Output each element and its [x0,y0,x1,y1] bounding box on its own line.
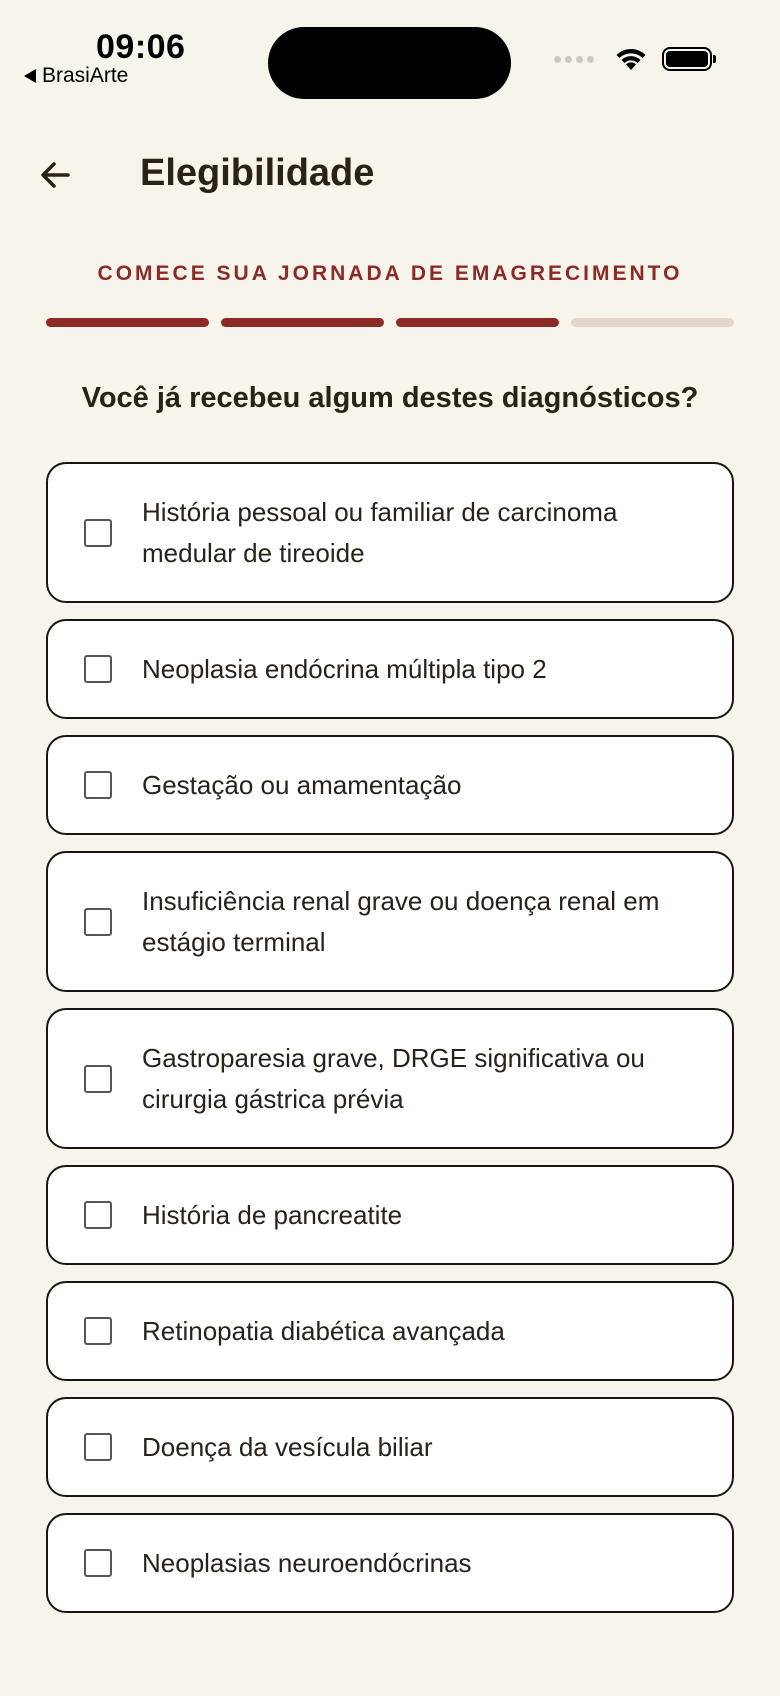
checkbox[interactable] [84,1549,112,1577]
back-to-app-link[interactable] [24,64,128,88]
back-triangle-icon [24,69,36,83]
option-label: Neoplasias neuroendócrinas [142,1547,472,1578]
checkbox[interactable] [84,1317,112,1345]
signal-dots-icon [554,56,594,63]
option-label: História pessoal ou familiar de carcinoma medular de tireoide [142,496,618,568]
option-label: Doença da vesícula biliar [142,1431,433,1462]
option-label: História de pancreatite [142,1199,403,1230]
checkbox[interactable] [84,1433,112,1461]
checkbox[interactable] [84,519,112,547]
option-label: Retinopatia diabética avançada [142,1315,505,1346]
arrow-left-icon[interactable] [36,155,76,195]
diagnosis-options-list [46,462,734,1629]
option-label: Gastroparesia grave, DRGE significativa ou cirurgia gástrica prévia [142,1042,645,1114]
checkbox[interactable] [84,1201,112,1229]
option-gastroparesia[interactable] [46,1008,734,1149]
progress-segment [396,318,559,327]
page-title: Elegibilidade [140,152,375,194]
question-heading: Você já recebeu algum destes diagnósticos? [81,382,699,414]
battery-icon [662,47,712,71]
option-gestacao[interactable] [46,735,734,835]
option-label: Gestação ou amamentação [142,769,462,800]
checkbox[interactable] [84,655,112,683]
checkbox[interactable] [84,908,112,936]
option-carcinoma-medular[interactable] [46,462,734,603]
status-time: 09:06 [96,28,186,66]
option-insuficiencia-renal[interactable] [46,851,734,992]
option-neoplasias-neuroendocrinas[interactable] [46,1513,734,1613]
checkbox[interactable] [84,1065,112,1093]
step-progress-bar [46,318,734,327]
option-label: Neoplasia endócrina múltipla tipo 2 [142,653,547,684]
option-vesicula-biliar[interactable] [46,1397,734,1497]
dynamic-island [268,27,511,99]
option-label: Insuficiência renal grave ou doença renal em estágio terminal [142,885,660,957]
option-pancreatite[interactable] [46,1165,734,1265]
wifi-icon [614,46,648,72]
progress-segment [221,318,384,327]
back-app-label: BrasiArte [42,64,129,87]
journey-label: COMECE SUA JORNADA DE EMAGRECIMENTO [97,262,683,285]
checkbox[interactable] [84,771,112,799]
status-icons [554,46,712,72]
progress-segment [46,318,209,327]
option-retinopatia[interactable] [46,1281,734,1381]
progress-segment [571,318,734,327]
option-neoplasia-endocrina[interactable] [46,619,734,719]
